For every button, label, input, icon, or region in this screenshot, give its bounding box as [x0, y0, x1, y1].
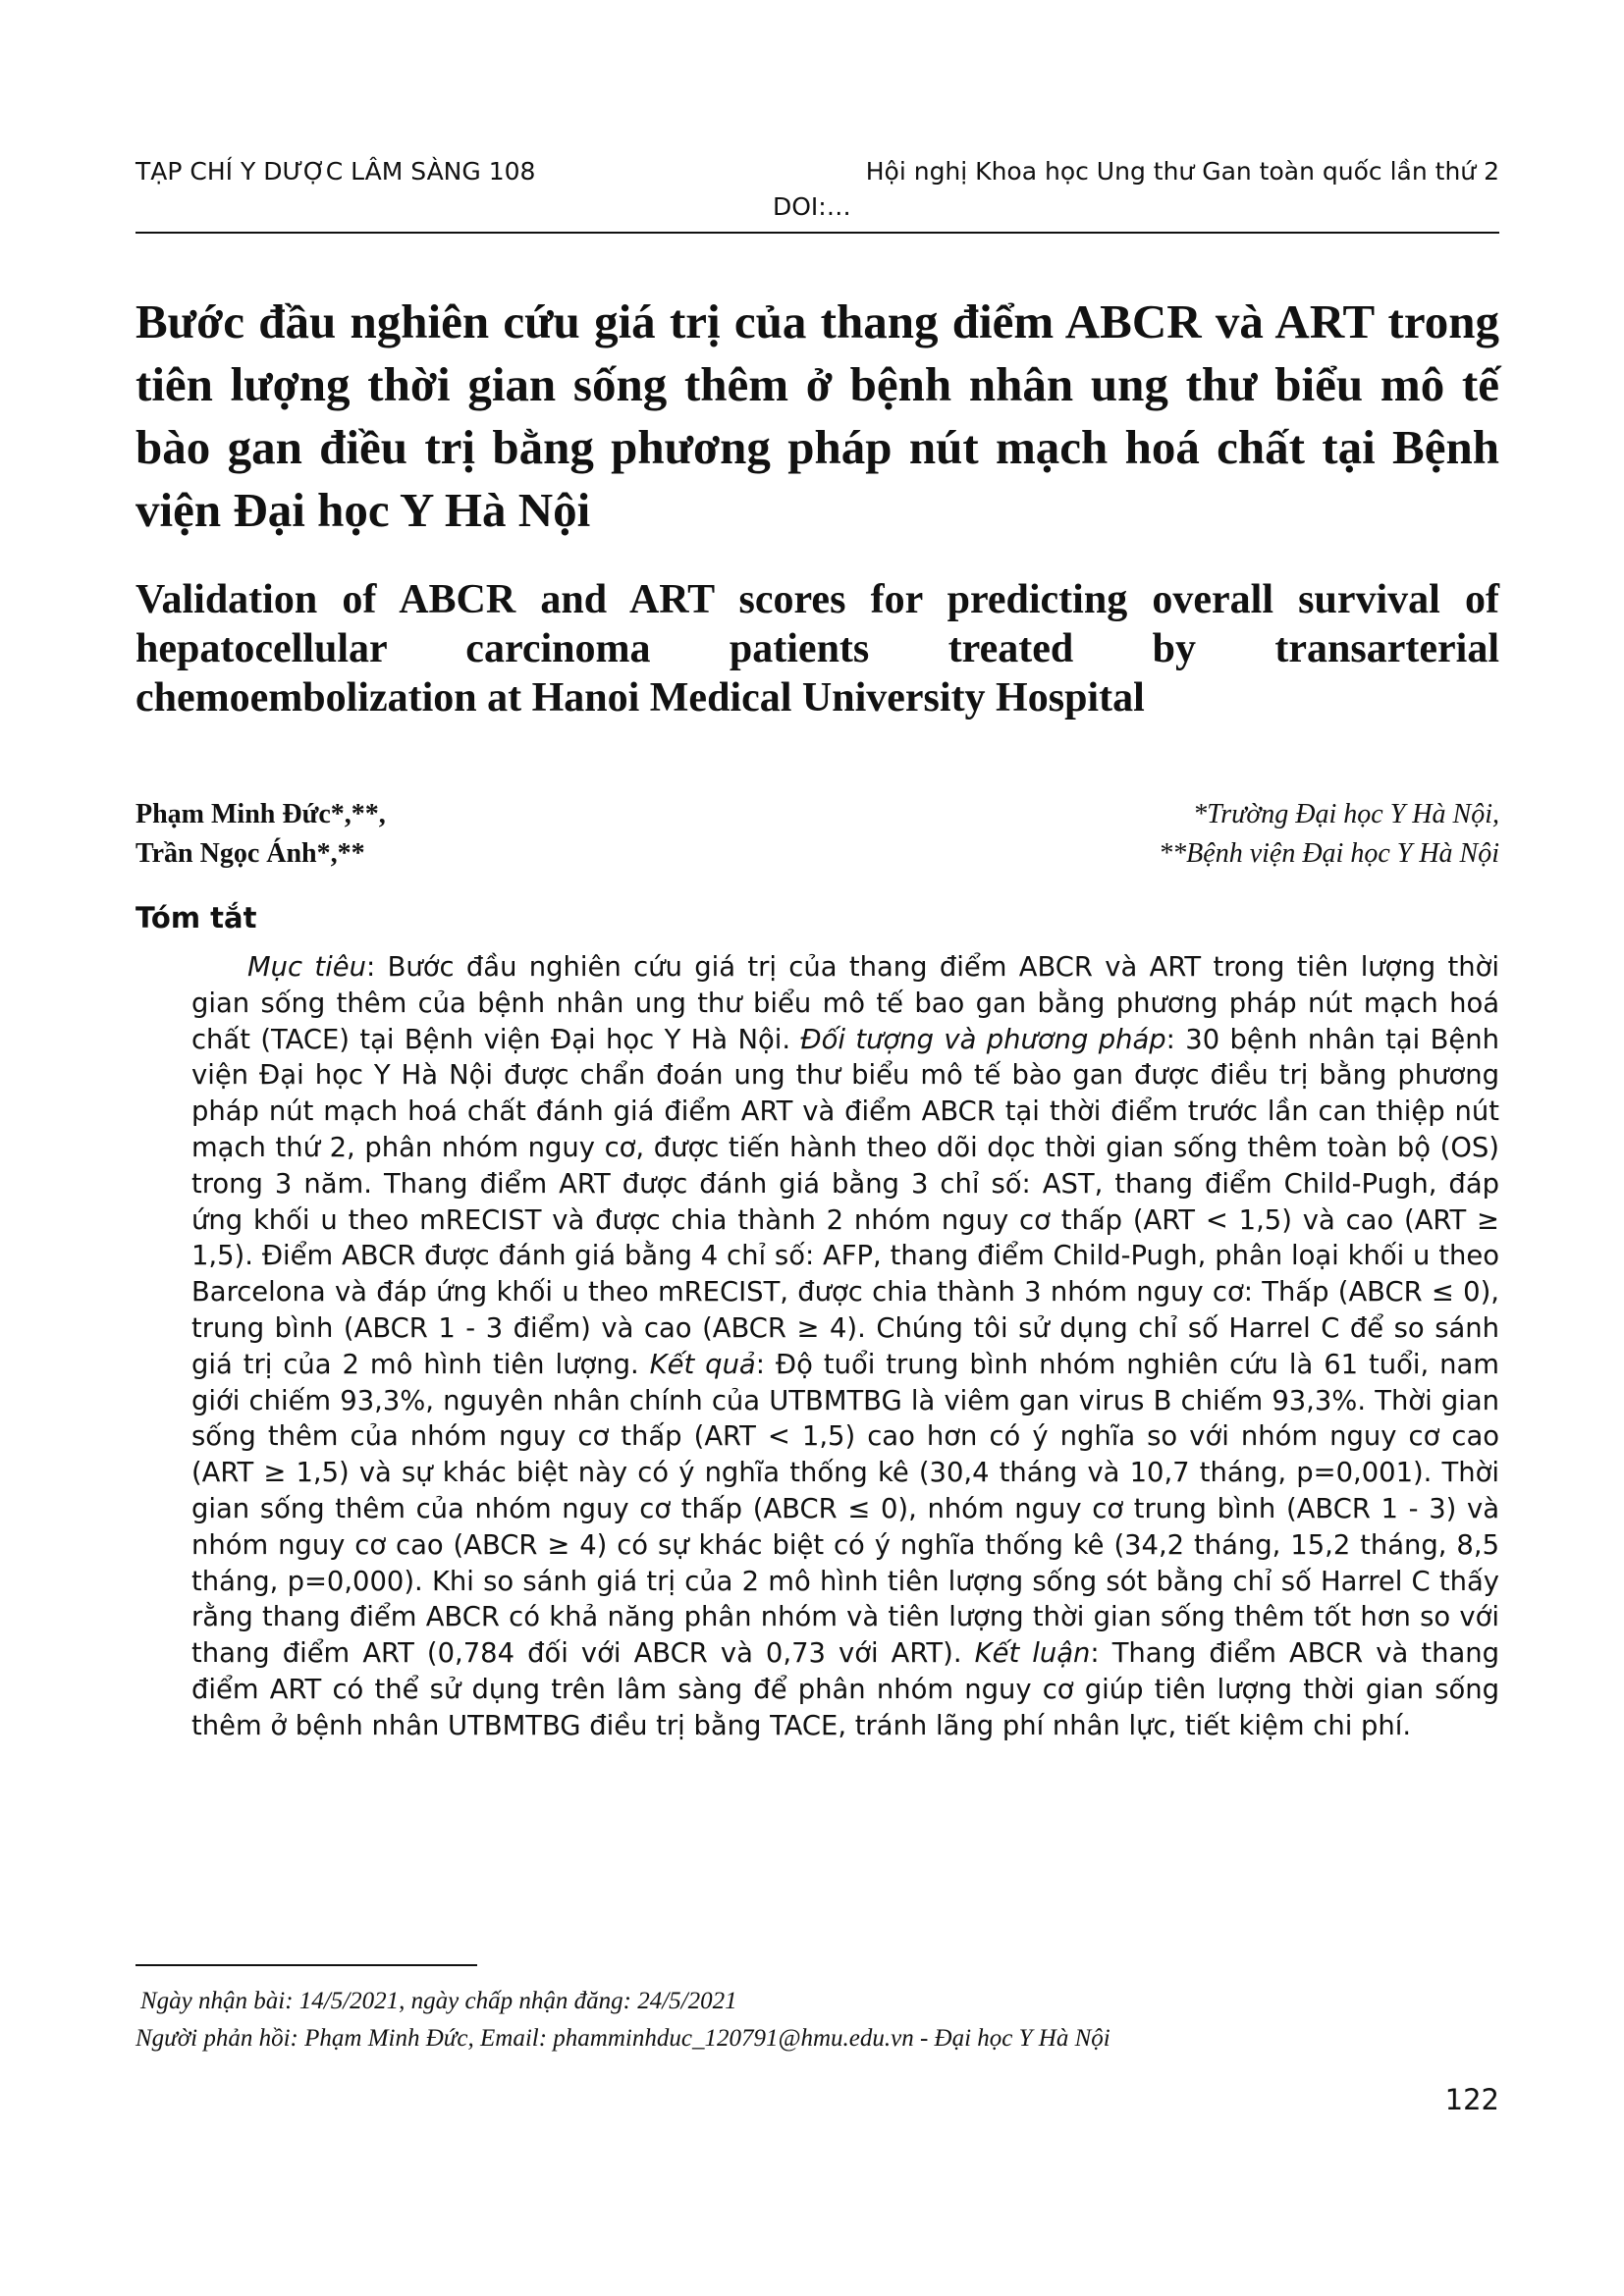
methods-text: : 30 bệnh nhân tại Bệnh viện Đại học Y Hà Nội được chẩn đoán ung thư biểu mô tế bào gan được điều trị bằng phương pháp nút mạch hoá chất đánh giá điểm ART và điểm ABCR tại thời điểm trước lần can thiệp nút mạch thứ 2, phân nhóm nguy cơ, được tiến hành theo dõi dọc thời gian sống thêm toàn bộ (OS) trong 3 năm. Thang điểm ART được đánh giá bằng 3 chỉ số: AST, thang điểm Child-Pugh, đáp ứng khối u theo mRECIST và được chia thành 2 nhóm nguy cơ thấp (ART < 1,5) và cao (ART ≥ 1,5). Điểm ABCR được đánh giá bằng 4 chỉ số: AFP, thang điểm Child-Pugh, phân loại khối u theo Barcelona và đáp ứng khối u theo mRECIST, được chia thành 3 nhóm nguy cơ: Thấp (ABCR ≤ 0), trung bình (ABCR 1 - 3 điểm) và cao (ABCR ≥ 4). Chúng tôi sử dụng chỉ số Harrel C để so sánh giá trị của 2 mô hình tiên lượng. [191, 1024, 1499, 1380]
doi-label: DOI:… [773, 192, 851, 221]
abstract-heading: Tóm tắt [135, 901, 257, 934]
conclusion-label: Kết luận [974, 1638, 1091, 1670]
header-divider [135, 232, 1499, 234]
title-english: Validation of ABCR and ART scores for predicting overall survival of hepatocellular carcinoma patients treated by transarterial chemoembolization at Hanoi Medical University Hospital [135, 577, 1499, 721]
results-text: : Độ tuổi trung bình nhóm nghiên cứu là 61 tuổi, nam giới chiếm 93,3%, nguyên nhân chính của UTBMTBG là viêm gan virus B chiếm 93,3%. Thời gian sống thêm của nhóm nguy cơ thấp (ART < 1,5) cao hơn có ý nghĩa so với nhóm nguy cơ cao (ART ≥ 1,5) và sự khác biệt này có ý nghĩa thống kê (30,4 tháng và 10,7 tháng, p=0,001). Thời gian sống thêm của nhóm nguy cơ thấp (ABCR ≤ 0), nhóm nguy cơ trung bình (ABCR 1 - 3) và nhóm nguy cơ cao (ABCR ≥ 4) có sự khác biệt có ý nghĩa thống kê (34,2 tháng, 15,2 tháng, 8,5 tháng, p=0,000). Khi so sánh giá trị của 2 mô hình tiên lượng sống sót bằng chỉ số Harrel C thấy rằng thang điểm ABCR có khả năng phân nhóm và tiên lượng thời gian sống thêm tốt hơn so với thang điểm ART (0,784 đối với ABCR và 0,73 với ART). [191, 1349, 1499, 1670]
title-vietnamese: Bước đầu nghiên cứu giá trị của thang điểm ABCR và ART trong tiên lượng thời gian sống thêm ở bệnh nhân ung thư biểu mô tế bào gan điều trị bằng phương pháp nút mạch hoá chất tại Bệnh viện Đại học Y Hà Nội [135, 294, 1499, 537]
author-1: Phạm Minh Đức*,**, [135, 799, 386, 829]
objective-label: Mục tiêu [247, 952, 366, 983]
conclusion-text: : Thang điểm ABCR và thang điểm ART có thể sử dụng trên lâm sàng để phân nhóm nguy cơ giúp tiên lượng thời gian sống thêm ở bệnh nhân UTBMTBG điều trị bằng TACE, tránh lãng phí nhân lực, tiết kiệm chi phí. [191, 1638, 1499, 1741]
affiliation-2: **Bệnh viện Đại học Y Hà Nội [1159, 838, 1499, 869]
conference-name: Hội nghị Khoa học Ung thư Gan toàn quốc lần thứ 2 [865, 157, 1499, 186]
footnote-correspondence: Người phản hồi: Phạm Minh Đức, Email: phamminhduc_120791@hmu.edu.vn - Đại học Y Hà Nội [135, 2025, 1110, 2052]
affiliation-list [1159, 795, 1499, 874]
page-number: 122 [1444, 2083, 1499, 2116]
journal-name: TẠP CHÍ Y DƯỢC LÂM SÀNG 108 [135, 157, 536, 186]
abstract-body [191, 950, 1499, 1745]
objective-text: : Bước đầu nghiên cứu giá trị của thang điểm ABCR và ART trong tiên lượng thời gian sống thêm của bệnh nhân ung thư biểu mô tế bao gan bằng phương pháp nút mạch hoá chất (TACE) tại Bệnh viện Đại học Y Hà Nội. [191, 952, 1499, 1055]
methods-label: Đối tượng và phương pháp [800, 1024, 1166, 1055]
results-label: Kết quả [649, 1349, 756, 1380]
author-2: Trần Ngọc Ánh*,** [135, 838, 365, 869]
affiliation-1: *Trường Đại học Y Hà Nội, [1193, 799, 1499, 829]
footnote-divider [135, 1964, 477, 1966]
footnote-dates: Ngày nhận bài: 14/5/2021, ngày chấp nhận đăng: 24/5/2021 [140, 1988, 737, 2014]
author-list [135, 795, 386, 874]
